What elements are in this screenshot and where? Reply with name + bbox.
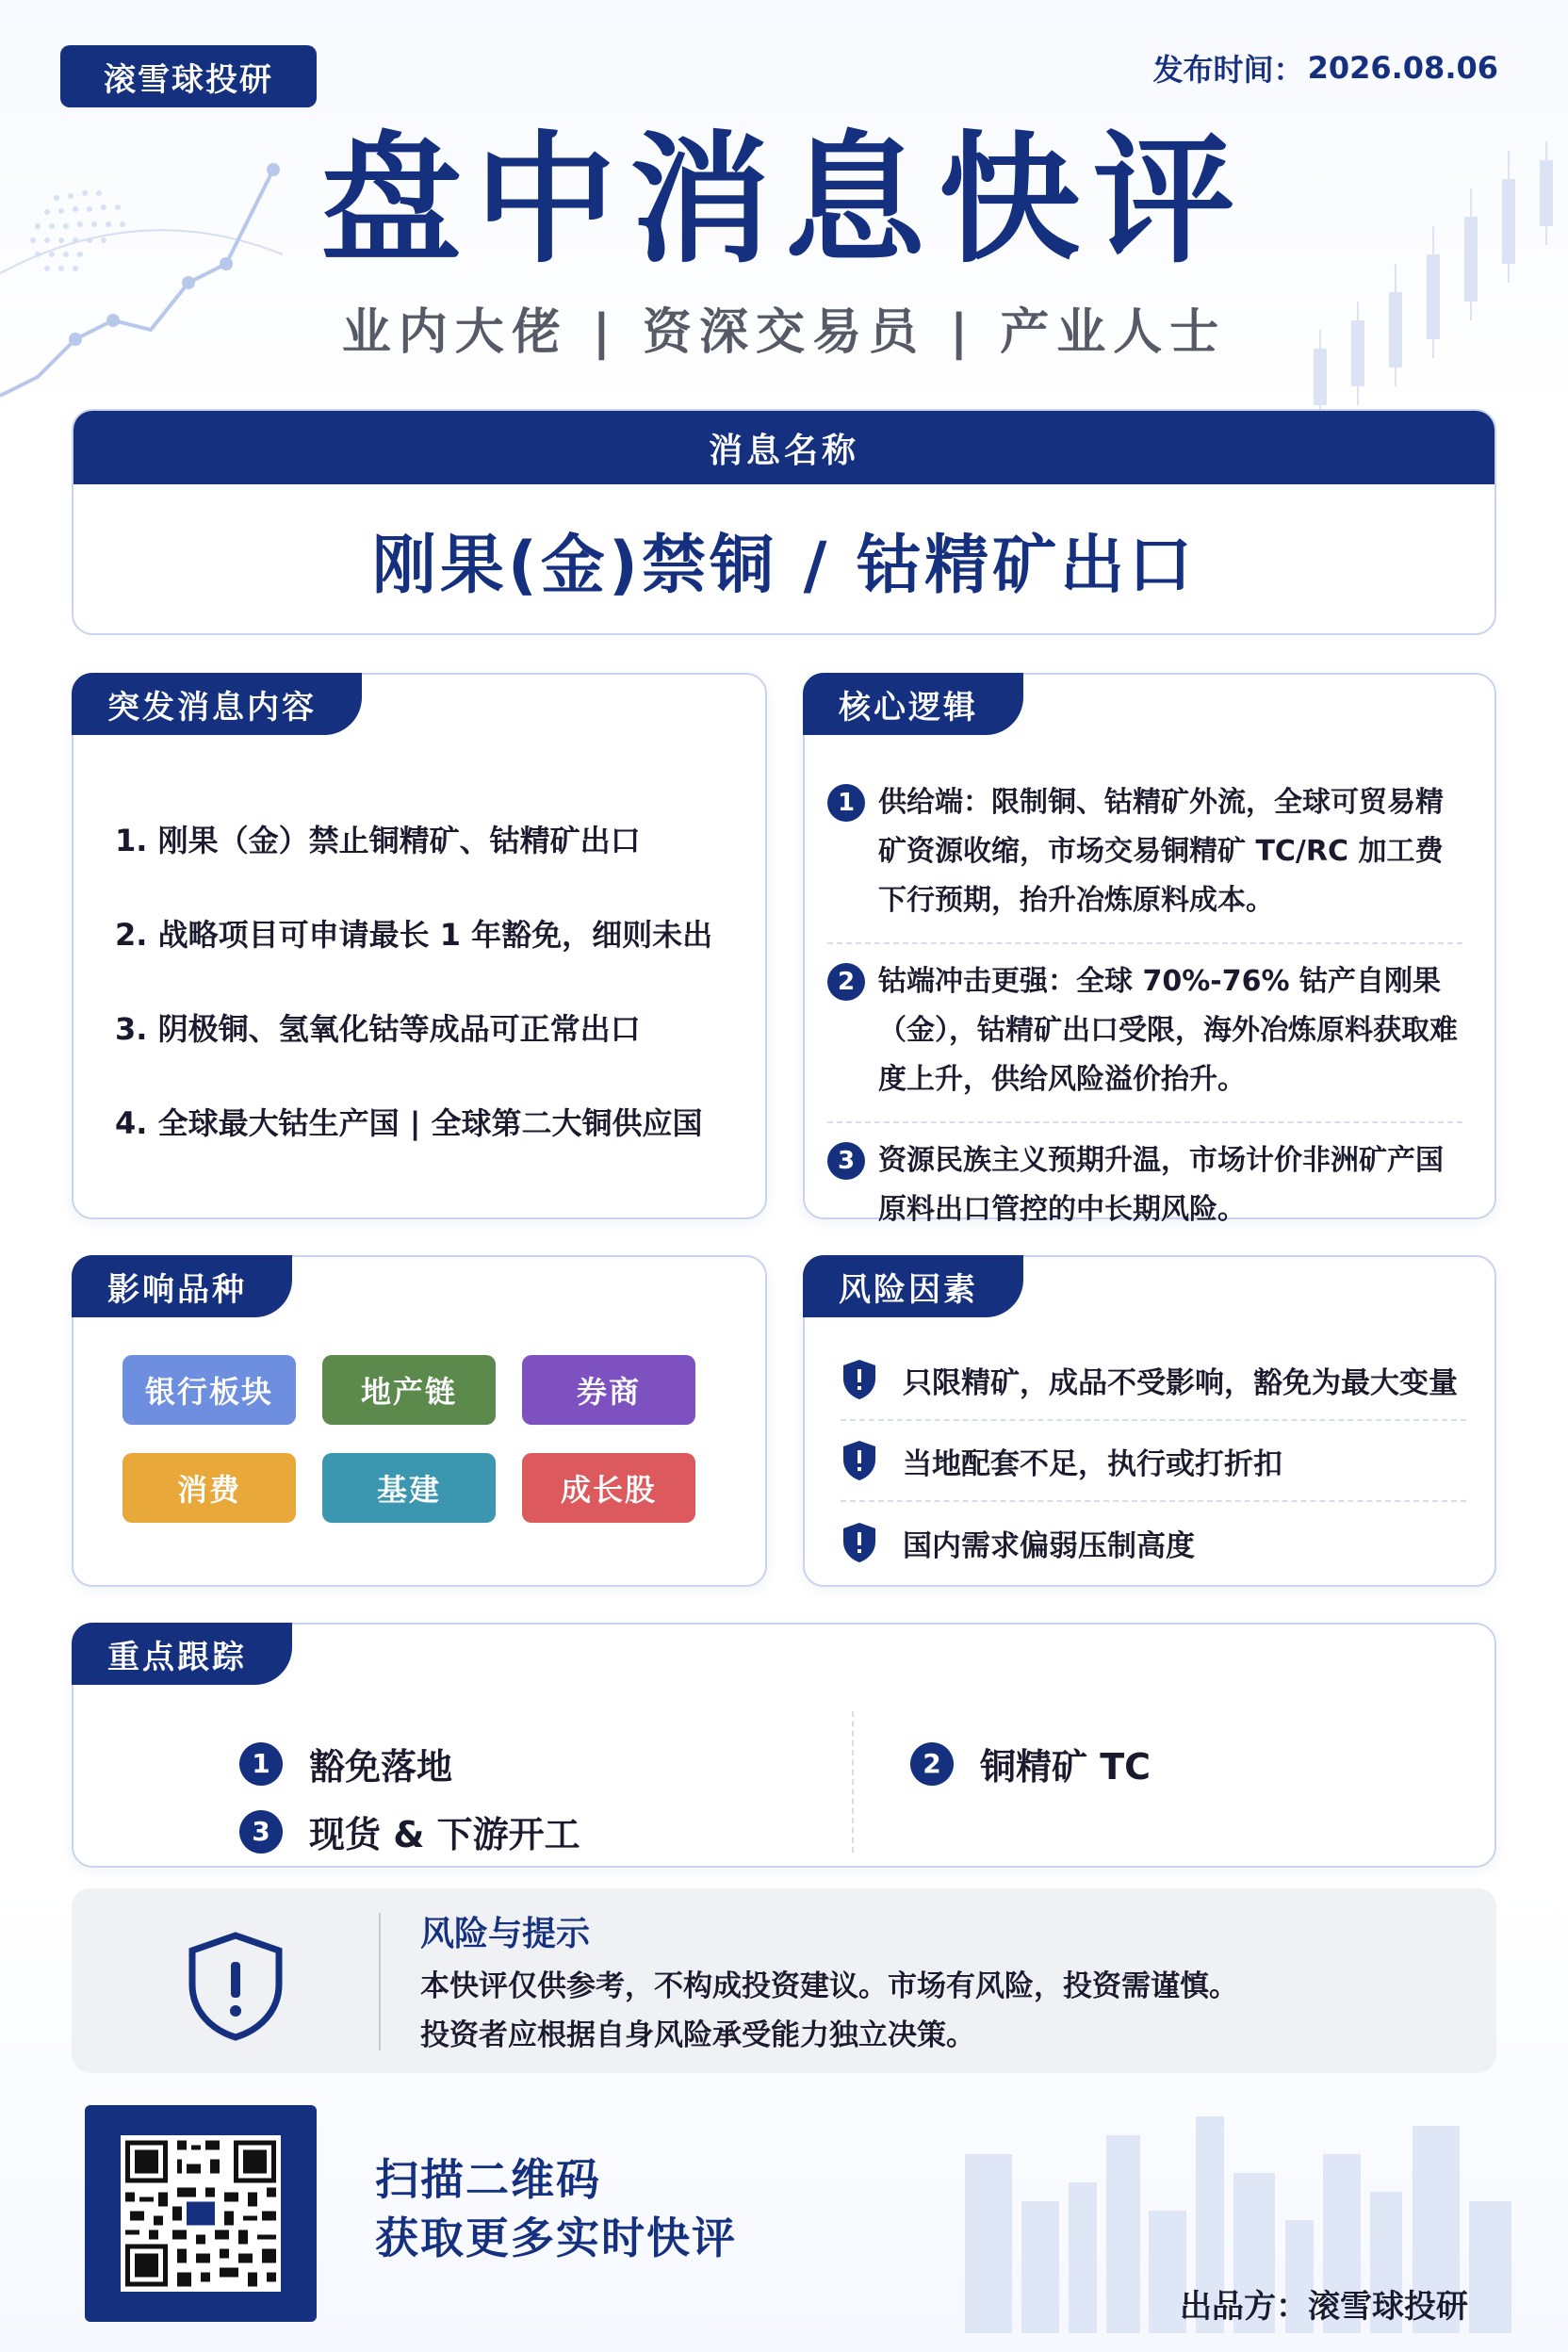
producer-name: 滚雪球投研 (1308, 2288, 1468, 2326)
tracking-text: 现货 & 下游开工 (309, 1814, 580, 1855)
risk-factors-panel (803, 1255, 1496, 1587)
publish-label: 发布时间： (1152, 52, 1304, 88)
news-name-label: 消息名称 (74, 411, 1494, 484)
producer-label: 出品方： (1180, 2288, 1308, 2326)
chip-growth: 成长股 (522, 1453, 695, 1523)
number-badge: 3 (239, 1810, 283, 1854)
logic-text: 供给端：限制铜、钴精矿外流，全球可贸易精矿资源收缩，市场交易铜精矿 TC/RC 加工费下行预期，抬升冶炼原料成本。 (878, 786, 1444, 917)
list-item (841, 1340, 1466, 1421)
breaking-news-list (115, 792, 737, 1168)
cta-line: 获取更多实时快评 (375, 2213, 737, 2263)
shield-alert-icon (841, 1521, 878, 1564)
logic-text: 钴端冲击更强：全球 70%-76% 钴产自刚果（金），钴精矿出口受限，海外冶炼原料获取难度上升，供给风险溢价抬升。 (878, 965, 1458, 1096)
risk-factors-list (841, 1340, 1466, 1583)
number-badge: 2 (910, 1742, 954, 1786)
qr-code[interactable] (85, 2105, 317, 2322)
core-logic-list (827, 765, 1462, 1251)
disclaimer-line: 投资者应根据自身风险承受能力独立决策。 (420, 2018, 975, 2052)
logic-text: 资源民族主义预期升温，市场计价非洲矿产国原料出口管控的中长期风险。 (878, 1144, 1444, 1226)
tracking-item (910, 1738, 1151, 1789)
number-badge: 2 (827, 963, 865, 1001)
chip-brokerage: 券商 (522, 1355, 695, 1425)
risk-text: 国内需求偏弱压制高度 (903, 1528, 1195, 1563)
brand-badge: 滚雪球投研 (60, 45, 317, 107)
risk-factors-label: 风险因素 (803, 1255, 1023, 1317)
tracking-item (239, 1805, 580, 1857)
breaking-news-panel (72, 673, 767, 1219)
disclaimer-line: 本快评仅供参考，不构成投资建议。市场有风险，投资需谨慎。 (420, 1969, 1238, 2003)
disclaimer-title: 风险与提示 (420, 1915, 591, 1953)
list-item: 3. 阴极铜、氢氧化钴等成品可正常出口 (115, 1011, 641, 1047)
news-name-value: 刚果(金)禁铜 / 钴精矿出口 (371, 528, 1197, 603)
publish-date (1153, 47, 1498, 89)
breaking-news-label: 突发消息内容 (72, 673, 362, 735)
number-badge: 1 (827, 784, 865, 822)
risk-text: 当地配套不足，执行或打折扣 (903, 1446, 1282, 1481)
risk-text: 只限精矿，成品不受影响，豁免为最大变量 (903, 1365, 1458, 1400)
producer-credit (1180, 2280, 1468, 2327)
tracking-grid (166, 1711, 1419, 1853)
list-item: 1. 刚果（金）禁止铜精矿、钴精矿出口 (115, 823, 641, 858)
number-badge: 3 (827, 1142, 865, 1180)
core-logic-label: 核心逻辑 (803, 673, 1023, 735)
tracking-label: 重点跟踪 (72, 1623, 292, 1685)
tracking-text: 铜精矿 TC (980, 1746, 1152, 1788)
disclaimer-box (72, 1888, 1496, 2073)
list-item (841, 1502, 1466, 1583)
chip-infrastructure: 基建 (322, 1453, 496, 1523)
list-item (827, 765, 1462, 944)
page-subtitle: 业内大佬 | 资深交易员 | 产业人士 (341, 304, 1227, 361)
chip-real-estate: 地产链 (322, 1355, 496, 1425)
publish-date-value: 2026.08.06 (1307, 50, 1498, 86)
tracking-panel (72, 1623, 1496, 1868)
list-item (841, 1421, 1466, 1502)
list-item: 2. 战略项目可申请最长 1 年豁免，细则未出 (115, 917, 713, 953)
core-logic-panel (803, 673, 1496, 1226)
divider (852, 1711, 854, 1853)
news-name-card (72, 409, 1496, 635)
tracking-text: 豁免落地 (309, 1746, 453, 1788)
cta-line: 扫描二维码 (375, 2154, 601, 2205)
chip-bank: 银行板块 (122, 1355, 296, 1425)
impact-panel (72, 1255, 767, 1587)
page-title: 盘中消息快评 (319, 119, 1248, 283)
list-item (827, 1123, 1462, 1251)
qr-call-to-action (375, 2150, 737, 2267)
tracking-item (239, 1738, 452, 1789)
divider (379, 1913, 381, 2050)
impact-label: 影响品种 (72, 1255, 292, 1317)
impact-chips (122, 1355, 695, 1523)
shield-alert-icon (841, 1439, 878, 1482)
shield-alert-icon (841, 1358, 878, 1401)
shield-icon (187, 1932, 285, 2041)
list-item: 4. 全球最大钴生产国 | 全球第二大铜供应国 (115, 1105, 703, 1141)
number-badge: 1 (239, 1742, 283, 1786)
chip-consumer: 消费 (122, 1453, 296, 1523)
list-item (827, 944, 1462, 1123)
qr-code-icon (121, 2135, 281, 2292)
